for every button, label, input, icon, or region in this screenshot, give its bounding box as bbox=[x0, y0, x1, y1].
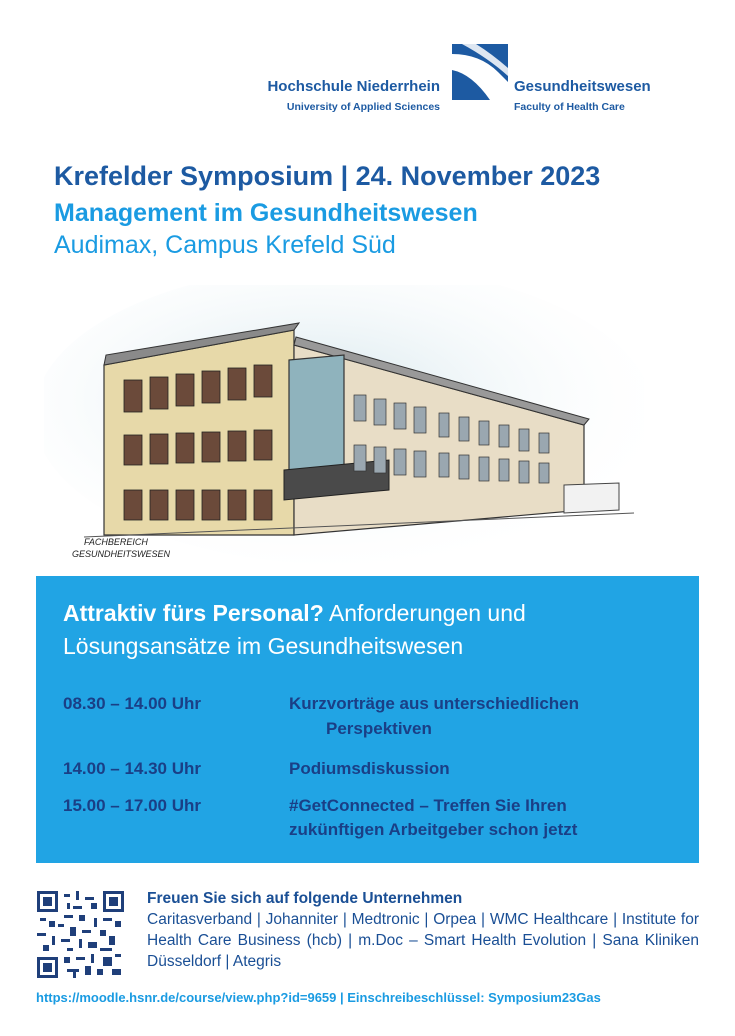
event-location: Audimax, Campus Krefeld Süd bbox=[54, 231, 396, 259]
schedule-item-3-line1: #GetConnected – Treffen Sie Ihren bbox=[289, 796, 567, 815]
university-logo-text bbox=[250, 78, 440, 113]
schedule-time-3: 15.00 – 17.00 Uhr bbox=[63, 796, 201, 815]
schedule-time-1: 08.30 – 14.00 Uhr bbox=[63, 694, 201, 713]
event-subtitle: Management im Gesundheitswesen bbox=[54, 199, 478, 227]
university-subtitle: University of Applied Sciences bbox=[286, 101, 440, 113]
program-title-rest: Anforderungen und Lösungsansätze im Gesundheitswesen bbox=[63, 600, 526, 659]
schedule-item-2-line1: Podiumsdiskussion bbox=[289, 759, 450, 778]
faculty-logo-text bbox=[514, 78, 651, 113]
companies-section bbox=[147, 888, 699, 972]
companies-list: Caritasverband | Johanniter | Medtronic | Orpea | WMC Healthcare | Institute for Health Care Business (hcb) | m.Doc – Smart Health Evolution | Sana Kliniken Düsseldorf | Ategris bbox=[147, 911, 699, 970]
schedule-item-1-line1: Kurzvorträge aus unterschiedlichen bbox=[289, 694, 580, 713]
illustration-caption-line2: GESUNDHEITSWESEN bbox=[72, 549, 171, 559]
schedule-item-3-line2: zukünftigen Arbeitgeber schon jetzt bbox=[289, 820, 578, 839]
program-title-bold: Attraktiv fürs Personal? bbox=[63, 600, 324, 626]
faculty-subtitle: Faculty of Health Care bbox=[514, 101, 625, 113]
schedule-time-2: 14.00 – 14.30 Uhr bbox=[63, 759, 201, 778]
qr-code[interactable] bbox=[37, 891, 124, 978]
university-logo-icon bbox=[452, 44, 508, 100]
event-title: Krefelder Symposium | 24. November 2023 bbox=[54, 161, 601, 191]
illustration-caption-line1: FACHBEREICH bbox=[84, 537, 148, 547]
schedule-item-1-line2: Perspektiven bbox=[326, 719, 432, 738]
program-title bbox=[63, 597, 683, 663]
faculty-name: Gesundheitswesen bbox=[514, 78, 651, 95]
university-name: Hochschule Niederrhein bbox=[267, 78, 440, 95]
companies-heading: Freuen Sie sich auf folgende Unternehmen bbox=[147, 890, 463, 907]
enrollment-link[interactable]: https://moodle.hsnr.de/course/view.php?id=9659 | Einschreibeschlüssel: Symposium23Gas bbox=[36, 990, 601, 1005]
building-illustration bbox=[44, 285, 644, 575]
